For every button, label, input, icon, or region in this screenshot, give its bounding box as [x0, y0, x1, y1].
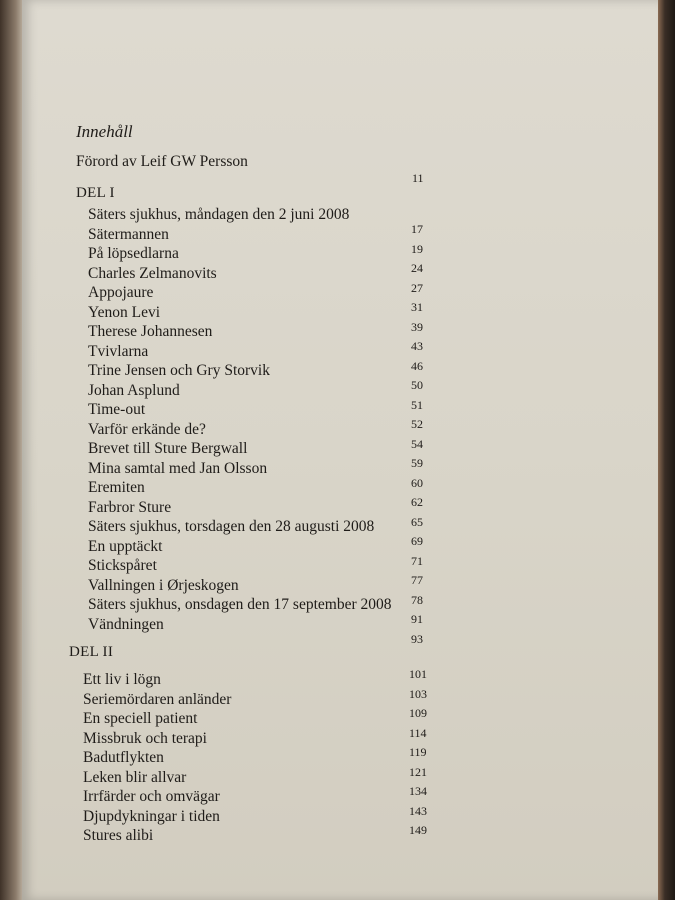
- toc-entry-title: Sätermannen: [88, 225, 169, 243]
- toc-page-number: 17: [411, 222, 423, 236]
- toc-page-number: 134: [409, 784, 427, 798]
- toc-page-number: 121: [409, 764, 427, 779]
- toc-entry-title: Seriemördaren anländer: [83, 690, 232, 708]
- toc-entry-title: Yenon Levi: [88, 303, 161, 321]
- foreword-page-number: 11: [412, 171, 424, 185]
- toc-entry-title: Mina samtal med Jan Olsson: [88, 459, 268, 477]
- toc-page-number: 51: [411, 397, 423, 412]
- toc-entry-title: Appojaure: [88, 284, 154, 301]
- toc-page-number: 91: [411, 612, 423, 626]
- toc-heading: Innehåll: [76, 122, 133, 141]
- toc-entry-title: Johan Asplund: [88, 381, 180, 399]
- toc-page-number: 78: [411, 592, 423, 607]
- toc-entry-title: En upptäckt: [88, 537, 163, 555]
- toc-page-number: 103: [409, 686, 427, 701]
- toc-entry-title: Time-out: [88, 401, 146, 418]
- toc-page-number: 114: [409, 725, 427, 740]
- part-1-page-numbers: [411, 220, 423, 649]
- toc-entry-title: Farbror Sture: [88, 498, 172, 516]
- toc-entry-title: Djupdykningar i tiden: [83, 807, 220, 825]
- part-1-entries: [88, 205, 392, 634]
- toc-page-number: 31: [411, 300, 423, 314]
- toc-entry-title: Brevet till Sture Bergwall: [88, 440, 248, 457]
- toc-page-number: 24: [411, 261, 423, 275]
- toc-entry-title: På löpsedlarna: [88, 245, 179, 262]
- toc-page-number: 71: [411, 553, 423, 568]
- toc-page-number: 65: [411, 514, 423, 529]
- toc-page-number: 119: [409, 745, 427, 759]
- toc-page-number: 109: [409, 706, 427, 720]
- toc-entry-title: Stickspåret: [88, 557, 157, 574]
- toc-entry-title: Eremiten: [88, 479, 145, 496]
- toc-entry-title: Trine Jensen och Gry Storvik: [88, 362, 270, 379]
- toc-page-number: 46: [411, 358, 423, 373]
- toc-entry-title: Vallningen i Ørjeskogen: [88, 576, 239, 594]
- toc-page-number: 93: [411, 631, 423, 646]
- toc-page-number: 59: [411, 456, 423, 470]
- toc-page-number: 50: [411, 378, 423, 392]
- foreword-title: Förord av Leif GW Persson: [76, 153, 248, 170]
- toc-page-number: 27: [411, 280, 423, 295]
- toc-page-number: 62: [411, 495, 423, 509]
- toc-page-number: 19: [411, 241, 423, 256]
- toc-page-number: 149: [409, 823, 427, 837]
- part-2-page-numbers: [409, 665, 427, 841]
- toc-page-number: 60: [411, 475, 423, 490]
- part-1-label: DEL I: [76, 185, 115, 201]
- toc-entry-title: Vändningen: [88, 615, 164, 633]
- toc-entry-title: Therese Johannesen: [88, 323, 213, 340]
- toc-entry-title: Tvivlarna: [88, 342, 149, 360]
- toc-page-number: 143: [409, 803, 427, 818]
- toc-page-number: 52: [411, 417, 423, 431]
- toc-entry-title: Säters sjukhus, måndagen den 2 juni 2008: [88, 206, 350, 223]
- toc-entry-title: Stures alibi: [83, 827, 154, 844]
- toc-entry-title: En speciell patient: [83, 710, 198, 727]
- toc-entry-title: Leken blir allvar: [83, 768, 187, 786]
- toc-entry-title: Missbruk och terapi: [83, 729, 207, 747]
- toc-page-number: 101: [409, 667, 427, 681]
- toc-page-number: 39: [411, 319, 423, 334]
- toc-entry-title: Säters sjukhus, torsdagen den 28 augusti 2008: [88, 518, 375, 535]
- toc-page-number: 43: [411, 339, 423, 353]
- toc-entry-title: Irrfärder och omvägar: [83, 788, 220, 805]
- toc-page-number: 77: [411, 573, 423, 587]
- part-2-entries: [83, 670, 231, 846]
- toc-entry-title: Varför erkände de?: [88, 420, 206, 438]
- toc-entry-title: Ett liv i lögn: [83, 671, 161, 688]
- part-2-label: DEL II: [69, 644, 114, 660]
- toc-page-number: 69: [411, 534, 423, 548]
- toc-entry-title: Säters sjukhus, onsdagen den 17 september 2008: [88, 596, 392, 613]
- toc-entry-title: Badutflykten: [83, 749, 164, 766]
- toc-page-number: 54: [411, 436, 423, 451]
- toc-entry-title: Charles Zelmanovits: [88, 264, 217, 282]
